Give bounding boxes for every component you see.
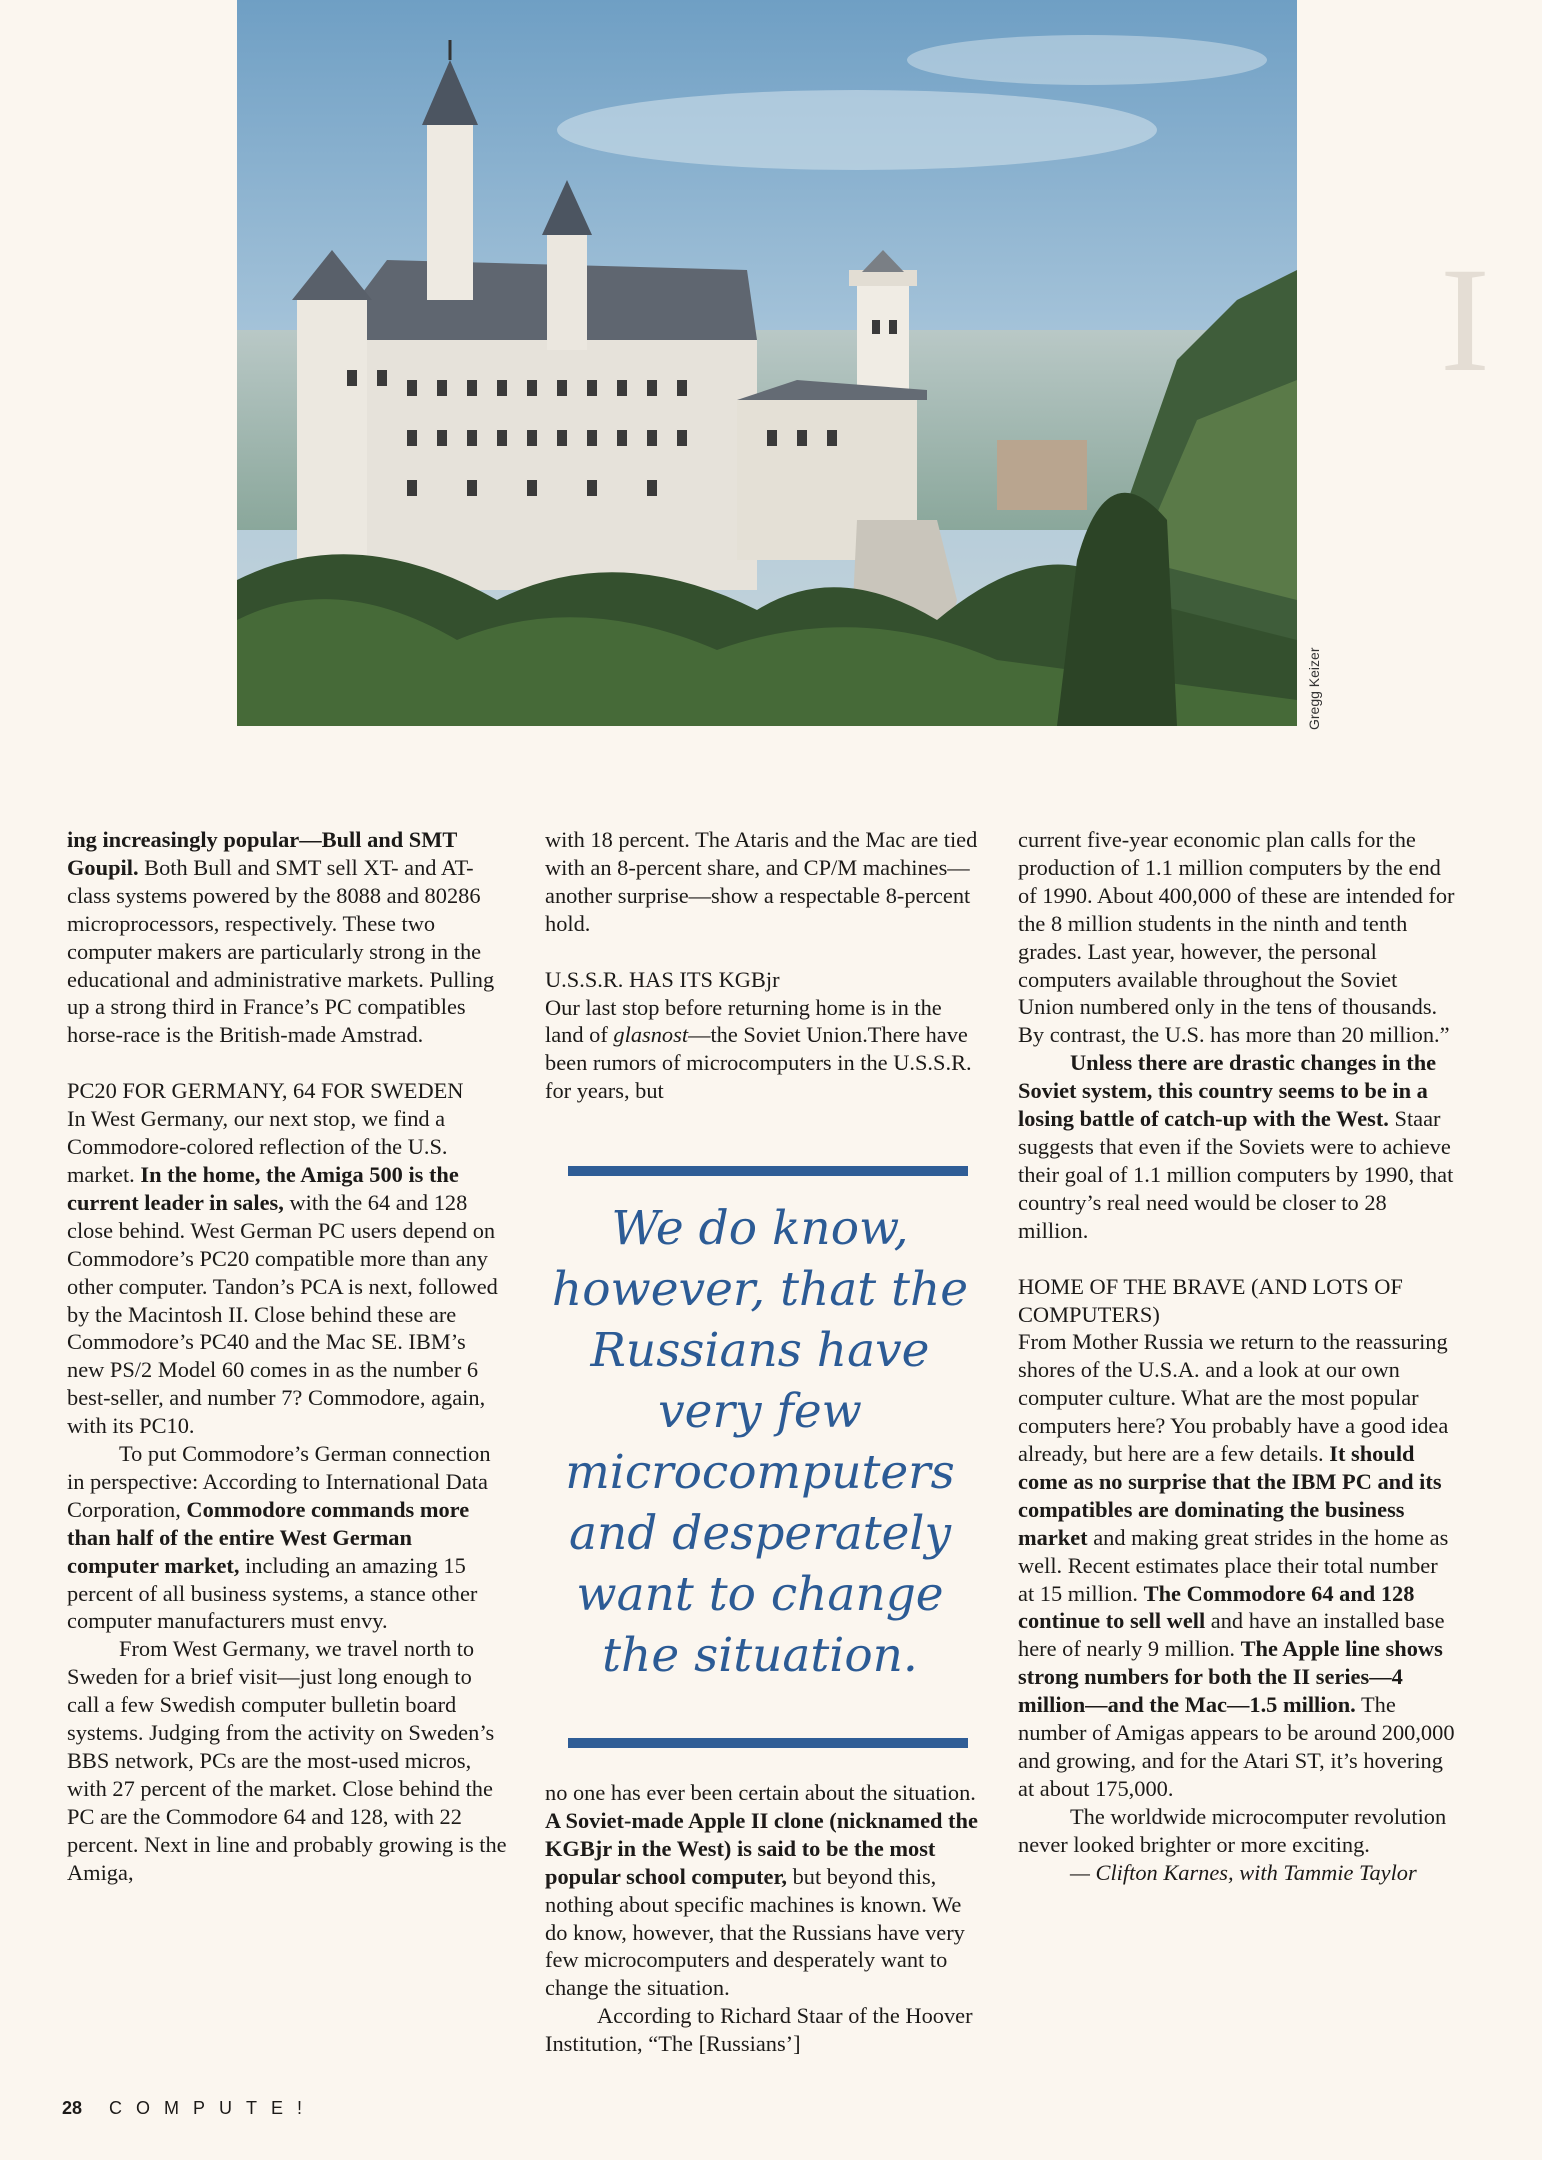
paragraph xyxy=(545,826,985,938)
bold-run: Unless there are drastic changes in the Soviet system, this country seems to be in a losing battle of catch-up with the West. xyxy=(1018,1050,1437,1132)
text-run: with 18 percent. The Ataris and the Mac are tied with an 8-percent share, and CP/M machines—another surprise—show a respectable 8-percent hold. xyxy=(545,827,978,936)
castle-photo xyxy=(237,0,1297,726)
text-run: In West Germany, our next stop, we find a Commodore-colored reflection of the U.S. market. xyxy=(67,1106,448,1187)
paragraph xyxy=(1018,1328,1458,1802)
show-through-glyph: I xyxy=(1440,237,1490,403)
column-2-continued xyxy=(545,1779,985,2058)
pull-quote-rule-top xyxy=(568,1166,968,1176)
subheading-ussr: U.S.S.R. HAS ITS KGBjr xyxy=(545,966,780,992)
paragraph xyxy=(545,994,985,1106)
paragraph xyxy=(67,826,507,1049)
bold-run: ing increasingly popular—Bull and SMT Goupil. xyxy=(67,827,457,880)
text-run: Our last stop before returning home is in the land of xyxy=(545,994,942,1048)
text-run: current five-year economic plan calls for the production of 1.1 million computers by the end of 1990. About 400,000 of these are intended for the 8 million students in the ninth and tenth grades. Last year, however, the personal computers available throughout the Soviet Union numbered only in the tens of thousands. By contrast, the U.S. has more than 20 million.” xyxy=(1018,827,1455,1048)
text-run: and making great strides in the home as well. Recent estimates place their total number at 15 million. xyxy=(1018,1524,1449,1606)
bold-run: In the home, the Amiga 500 is the current leader in sales, xyxy=(67,1161,459,1215)
paragraph xyxy=(1018,826,1458,1049)
text-run: and have an installed base here of nearly 9 million. xyxy=(1018,1608,1445,1662)
column-3 xyxy=(1018,826,1458,1887)
paragraph xyxy=(545,2002,985,2058)
bold-run: Commodore commands more than half of the entire West German computer market, xyxy=(67,1496,470,1578)
text-run: with the 64 and 128 close behind. West German PC users depend on Commodore’s PC20 compatible more than any other computer. Tandon’s PCA is next, followed by the Macintosh II. Close behind these are Commodore’s PC40 and the Mac SE. IBM’s new PS/2 Model 60 comes in as the number 6 best-seller, and number 7? Commodore, again, with its PC10. xyxy=(67,1189,498,1439)
page-footer xyxy=(62,2098,316,2119)
paragraph xyxy=(1018,1049,1458,1244)
castle-illustration xyxy=(237,0,1297,726)
page-number: 28 xyxy=(62,2098,83,2118)
bold-run: It should come as no surprise that the IBM PC and its compatibles are dominating the business market xyxy=(1018,1441,1442,1550)
paragraph xyxy=(1018,1803,1458,1859)
pull-quote-rule-bottom xyxy=(568,1738,968,1748)
paragraph xyxy=(67,1105,507,1440)
text-run: no one has ever been certain about the situation. xyxy=(545,1780,976,1805)
text-run: From West Germany, we travel north to Sweden for a brief visit—just long enough to call a few Swedish computer bulletin board systems. Judging from the activity on Sweden’s BBS network, PCs are the most-used micros, with 27 percent of the market. Close behind the PC are the Commodore 64 and 128, with 22 percent. Next in line and probably growing is the Amiga, xyxy=(67,1636,507,1885)
photo-credit: Gregg Keizer xyxy=(1306,647,1322,730)
text-run: The number of Amigas appears to be around 200,000 and growing, and for the Atari ST, it’s hovering at about 175,000. xyxy=(1018,1692,1455,1801)
text-run: including an amazing 15 percent of all business systems, a stance other computer manufacturers must envy. xyxy=(67,1552,478,1634)
italic-run: glasnost xyxy=(613,1022,689,1048)
magazine-name: COMPUTE! xyxy=(109,2098,317,2118)
bold-run: A Soviet-made Apple II clone (nicknamed the KGBjr in the West) is said to be the most popular school computer, xyxy=(545,1807,978,1889)
column-1 xyxy=(67,826,507,1887)
paragraph xyxy=(67,1635,507,1886)
text-run: —the Soviet Union.There have been rumors of microcomputers in the U.S.S.R. for years, but xyxy=(545,1022,972,1104)
text-run: but beyond this, nothing about specific machines is known. We do know, however, that the Russians have very few microcomputers and desperately want to change the situation. xyxy=(545,1863,965,2001)
text-run: The worldwide microcomputer revolution never looked brighter or more exciting. xyxy=(1018,1803,1447,1857)
paragraph xyxy=(545,1779,985,2002)
text-run: Both Bull and SMT sell XT- and AT-class systems powered by the 8088 and 80286 microprocessors, respectively. These two computer makers are particularly strong in the educational and administrative markets. Pulling up a strong third in France’s PC compatibles horse-race is the British-made Amstrad. xyxy=(67,854,495,1048)
bold-run: The Apple line shows strong numbers for both the II series—4 million—and the Mac—1.5 million. xyxy=(1018,1636,1443,1718)
subheading-germany: PC20 FOR GERMANY, 64 FOR SWEDEN xyxy=(67,1078,464,1104)
paragraph xyxy=(67,1440,507,1635)
text-run: To put Commodore’s German connection in perspective: According to International Data Corporation, xyxy=(67,1441,491,1522)
text-run: Staar suggests that even if the Soviets were to achieve their goal of 1.1 million computers by 1990, that country’s real need would be closer to 28 million. xyxy=(1018,1106,1454,1243)
author-signature: — Clifton Karnes, with Tammie Taylor xyxy=(1070,1859,1417,1885)
text-run: According to Richard Staar of the Hoover Institution, “The [Russians’] xyxy=(545,2003,973,2057)
subheading-home: HOME OF THE BRAVE (AND LOTS OF COMPUTERS) xyxy=(1018,1273,1403,1327)
text-run: From Mother Russia we return to the reassuring shores of the U.S.A. and a look at our own computer culture. What are the most popular computers here? You probably have a good idea already, but here are a few details. xyxy=(1018,1329,1449,1467)
column-2 xyxy=(545,826,985,1105)
bold-run: The Commodore 64 and 128 continue to sell well xyxy=(1018,1580,1415,1634)
pull-quote: We do know, however, that the Russians have very few microcomputers and desperately want to change the situation. xyxy=(551,1201,969,1683)
